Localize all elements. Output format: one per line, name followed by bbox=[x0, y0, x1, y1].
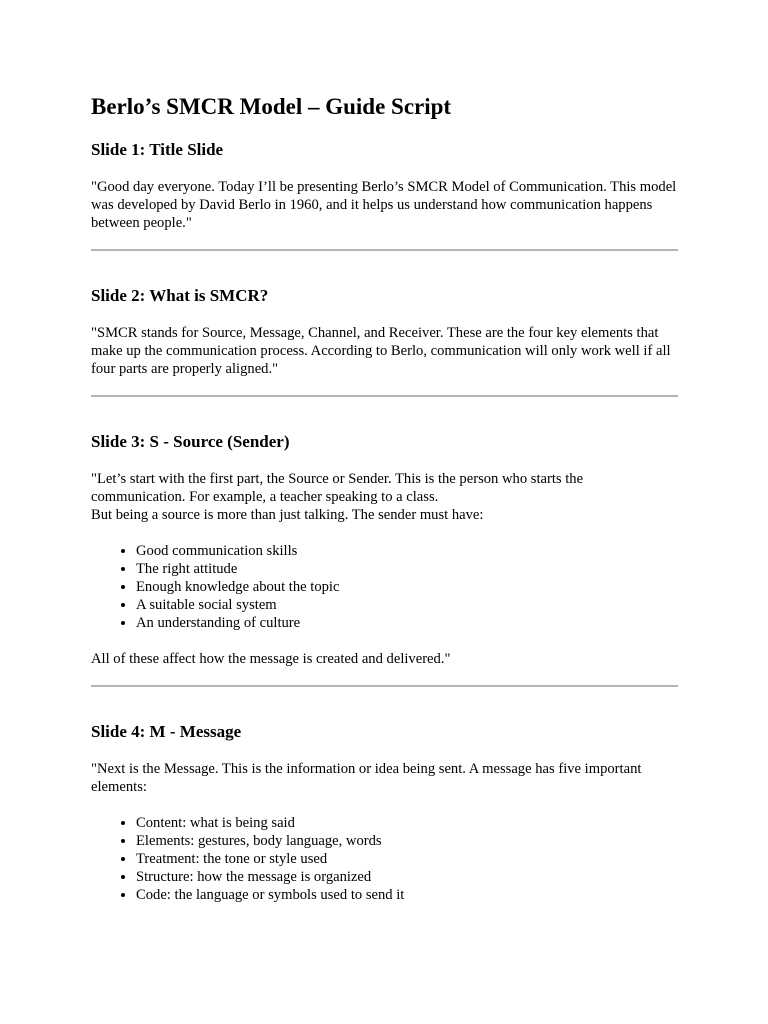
slide-3-heading: Slide 3: S - Source (Sender) bbox=[91, 432, 290, 451]
slide-1-paragraph: "Good day everyone. Today I’ll be presenting Berlo’s SMCR Model of Communication. This model was developed by David Berlo in 1960, and it helps us understand how communication happens between people." bbox=[91, 179, 677, 231]
slide-4-bullet-list bbox=[91, 814, 678, 904]
list-item: • Content: what is being said bbox=[136, 814, 678, 832]
list-item: • Structure: how the message is organized bbox=[136, 868, 678, 886]
slide-3-paragraph-1: "Let’s start with the first part, the Source or Sender. This is the person who starts the communication. For example, a teacher speaking to a class. bbox=[91, 471, 584, 505]
slide-2-heading: Slide 2: What is SMCR? bbox=[91, 286, 269, 305]
slide-3-closing: All of these affect how the message is created and delivered." bbox=[91, 651, 451, 667]
slide-2-paragraph: "SMCR stands for Source, Message, Channel, and Receiver. These are the four key elements that make up the communication process. According to Berlo, communication will only work well if all four parts are properly aligned." bbox=[91, 325, 671, 377]
slide-3-section bbox=[91, 431, 678, 668]
divider-2 bbox=[91, 395, 678, 397]
document-title: Berlo’s SMCR Model – Guide Script bbox=[91, 94, 452, 119]
list-item: • Elements: gestures, body language, words bbox=[136, 832, 678, 850]
list-item: • A suitable social system bbox=[136, 596, 678, 614]
slide-1-section bbox=[91, 139, 678, 232]
divider-1 bbox=[91, 249, 678, 251]
list-item: • Enough knowledge about the topic bbox=[136, 578, 678, 596]
slide-3-bullet-list bbox=[91, 542, 678, 632]
slide-1-heading: Slide 1: Title Slide bbox=[91, 140, 224, 159]
slide-4-section bbox=[91, 721, 678, 904]
list-item: • Good communication skills bbox=[136, 542, 678, 560]
divider-3 bbox=[91, 685, 678, 687]
list-item: • Code: the language or symbols used to send it bbox=[136, 886, 678, 904]
slide-4-paragraph: "Next is the Message. This is the information or idea being sent. A message has five important elements: bbox=[91, 761, 642, 795]
slide-3-paragraph-2: But being a source is more than just talking. The sender must have: bbox=[91, 507, 484, 523]
slide-2-section bbox=[91, 285, 678, 378]
list-item: • An understanding of culture bbox=[136, 614, 678, 632]
list-item: • Treatment: the tone or style used bbox=[136, 850, 678, 868]
list-item: • The right attitude bbox=[136, 560, 678, 578]
slide-4-heading: Slide 4: M - Message bbox=[91, 722, 242, 741]
